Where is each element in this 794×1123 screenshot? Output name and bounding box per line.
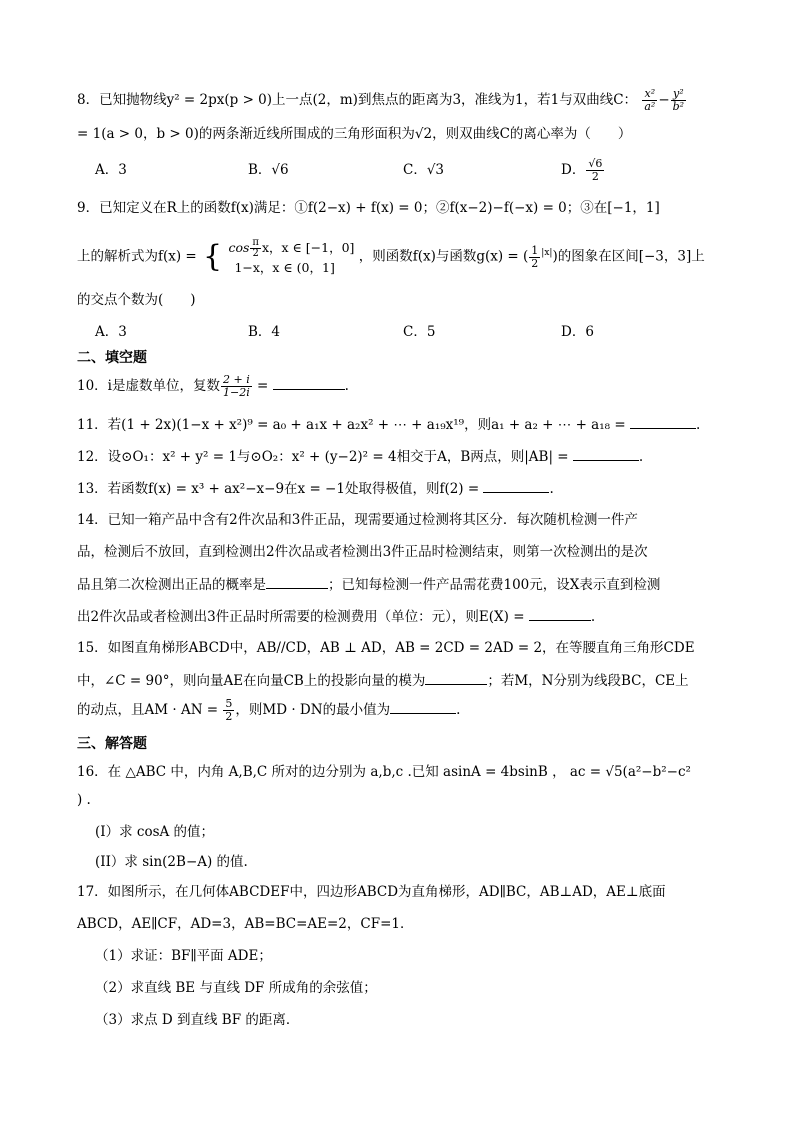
q14-blank-1[interactable] — [266, 574, 328, 589]
q12: 12．设⊙O₁：x² + y² = 1与⊙O₂：x² + (y−2)² = 4相交于A，B两点，则|AB| = . — [77, 446, 717, 467]
q9-line2: 上的解析式为f(x) = { cos $\frac{\pi}{2}$ x，x ∈ [−1，0] 1−x，x ∈ (0，1] ，则函数f(x)与函数g(x) = ( $\frac{1}{2}$ $^{|x|}$)的图象在区间[−3，3]上 — [77, 237, 705, 275]
q16-sub1: (I）求 cosA 的值； — [95, 824, 215, 840]
q17-sub1: （1）求证：BF∥平面 ADE； — [95, 948, 272, 964]
q9-line1: 9．已知定义在R上的函数f(x)满足：①f(2−x) + f(x) = 0；②f(x−2)−f(−x) = 0；③在[−1，1] — [77, 200, 660, 216]
q14-line1: 14．已知一箱产品中含有2件次品和3件正品，现需要通过检测将其区分．每次随机检测一件产 — [77, 512, 638, 528]
q9-option-b: B．4 — [248, 324, 281, 340]
q10: 10．i是虚数单位，复数 $\frac{2 + i}{1-2i}$ = . — [77, 373, 349, 399]
q9-option-c: C．5 — [403, 324, 436, 340]
section-fill-in-title: 二、填空题 — [77, 350, 147, 366]
q8-option-b: B．√6 — [248, 162, 289, 178]
q9-piecewise: cos $\frac{\pi}{2}$ x，x ∈ [−1，0] 1−x，x ∈ (0，1] — [228, 237, 355, 275]
q13-blank[interactable] — [483, 478, 549, 493]
q13: 13．若函数f(x) = x³ + ax²−x−9在x = −1处取得极值，则f(2) = . — [77, 478, 717, 499]
q8-line1: 8．已知抛物线y² = 2px(p > 0)上一点(2，m)到焦点的距离为3，准线为1，若1与双曲线C： $\frac{\text{x²}}{\text{a²}}$ − $\frac{\text{y²}}{\text{b²}}$ — [77, 87, 685, 113]
q15-line2: 中，∠C = 90°，则向量AE在向量CB上的投影向量的模为 ；若M，N分别为线段BC，CE上 — [77, 670, 717, 691]
q14-line3: 品且第二次检测出正品的概率是 ；已知每检测一件产品需花费100元，设X表示直到检测 — [77, 574, 717, 595]
q14-line4: 出2件次品或者检测出3件正品时所需要的检测费用（单位：元），则E(X) = . — [77, 606, 717, 627]
q15-blank-2[interactable] — [390, 699, 456, 714]
q8-line2: = 1(a > 0，b > 0)的两条渐近线所围成的三角形面积为√2，则双曲线C的离心率为（ ） — [77, 126, 632, 142]
q16-sub2: (II）求 sin(2B−A) 的值. — [95, 854, 248, 870]
q17-line1: 17．如图所示，在几何体ABCDEF中，四边形ABCD为直角梯形，AD∥BC，AB⊥AD，AE⊥底面 — [77, 884, 666, 900]
q16-line2: ) . — [77, 792, 91, 808]
q10-blank[interactable] — [273, 375, 345, 390]
q17-sub3: （3）求点 D 到直线 BF 的距离． — [95, 1012, 300, 1028]
q17-sub2: （2）求直线 BE 与直线 DF 所成角的余弦值； — [95, 980, 377, 996]
q8-frac-y: $\frac{\text{y²}}{\text{b²}}$ — [672, 87, 685, 113]
q8-frac-x: $\frac{\text{x²}}{\text{a²}}$ — [644, 87, 656, 113]
q8-option-a: A．3 — [95, 162, 127, 178]
q11: 11．若(1 + 2x)(1−x + x²)⁹ = a₀ + a₁x + a₂x² + ⋯ + a₁₉x¹⁹，则a₁ + a₂ + ⋯ + a₁₈ = . — [77, 414, 717, 435]
q15-blank-1[interactable] — [425, 670, 487, 685]
q8-option-d: D． $\frac{√6}{2}$ — [561, 157, 603, 183]
q14-blank-2[interactable] — [529, 606, 591, 621]
q11-blank[interactable] — [630, 414, 696, 429]
q15-line1: 15．如图直角梯形ABCD中，AB//CD，AB ⊥ AD，AB = 2CD = 2AD = 2，在等腰直角三角形CDE — [77, 640, 695, 656]
q9-option-d: D．6 — [561, 324, 594, 340]
q17-line2: ABCD，AE∥CF，AD=3，AB=BC=AE=2，CF=1． — [77, 916, 414, 932]
q12-blank[interactable] — [573, 446, 639, 461]
q16-line1: 16．在 △ABC 中，内角 A,B,C 所对的边分别为 a,b,c .已知 asinA = 4bsinB ， ac = √5(a²−b²−c² — [77, 764, 691, 780]
q9-line3: 的交点个数为( ) — [77, 292, 196, 308]
q14-line2: 品，检测后不放回，直到检测出2件次品或者检测出3件正品时检测结束，则第一次检测出的是次 — [77, 544, 648, 560]
q15-line3: 的动点，且AM · AN = $\frac{5}{2}$ ，则MD · DN的最小值为 . — [77, 697, 461, 723]
q8-option-c: C．√3 — [403, 162, 445, 178]
q9-option-a: A．3 — [95, 324, 127, 340]
section-answer-title: 三、解答题 — [77, 736, 147, 752]
